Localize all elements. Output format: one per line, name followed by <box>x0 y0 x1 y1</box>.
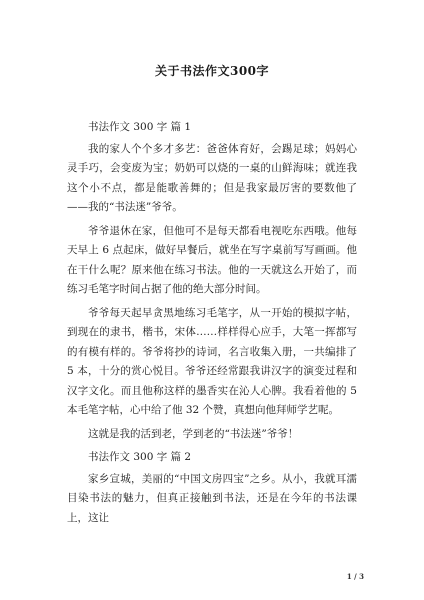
section-heading: 书法作文 300 字 篇 1 <box>88 121 192 133</box>
paragraph: 爷爷退休在家，但他可不是每天都看电视吃东西哦。他每天早上 6 点起床，做好早餐后，就坐在写字桌前写写画画。他在干什么呢？原来他在练习书法。他的一天就这么开始了，而练习毛笔字时间占据了他的绝大部分时间。 <box>67 224 357 295</box>
page-number: 1 / 3 <box>346 572 364 581</box>
paragraph: 家乡宣城，美丽的“中国文房四宝”之乡。从小，我就耳濡目染书法的魅力，但真正接触到书法，还是在今年的书法课上，这让 <box>67 472 357 524</box>
document-body <box>67 118 357 528</box>
document-title: 关于书法作文300字 <box>154 64 270 78</box>
paragraph: 这就是我的活到老，学到老的“书法迷”爷爷！ <box>88 427 299 440</box>
paragraph: 爷爷每天起早贪黑地练习毛笔字，从一开始的模拟字帖，到现在的隶书，楷书，宋体……样样得心应手，大笔一挥都写的有模有样的。爷爷将抄的诗词，名言收集入册，一共编排了 5 本，十分的赏心悦目。爷爷还经常跟我讲汉字的演变过程和汉字文化。而且他称这样的墨香实在沁人心脾。我看着他的 5 本毛笔字帖，心中给了他 32 个赞，真想向他拜师学艺呢。 <box>67 306 357 416</box>
section-heading: 书法作文 300 字 篇 2 <box>88 451 192 463</box>
paragraph: 我的家人个个多才多艺：爸爸体育好，会踢足球；妈妈心灵手巧，会变废为宝；奶奶可以烧的一桌的山鲜海味；就连我这个小不点，都是能歌善舞的；但是我家最厉害的要数他了——我的“书法迷”爷爷。 <box>67 142 357 213</box>
